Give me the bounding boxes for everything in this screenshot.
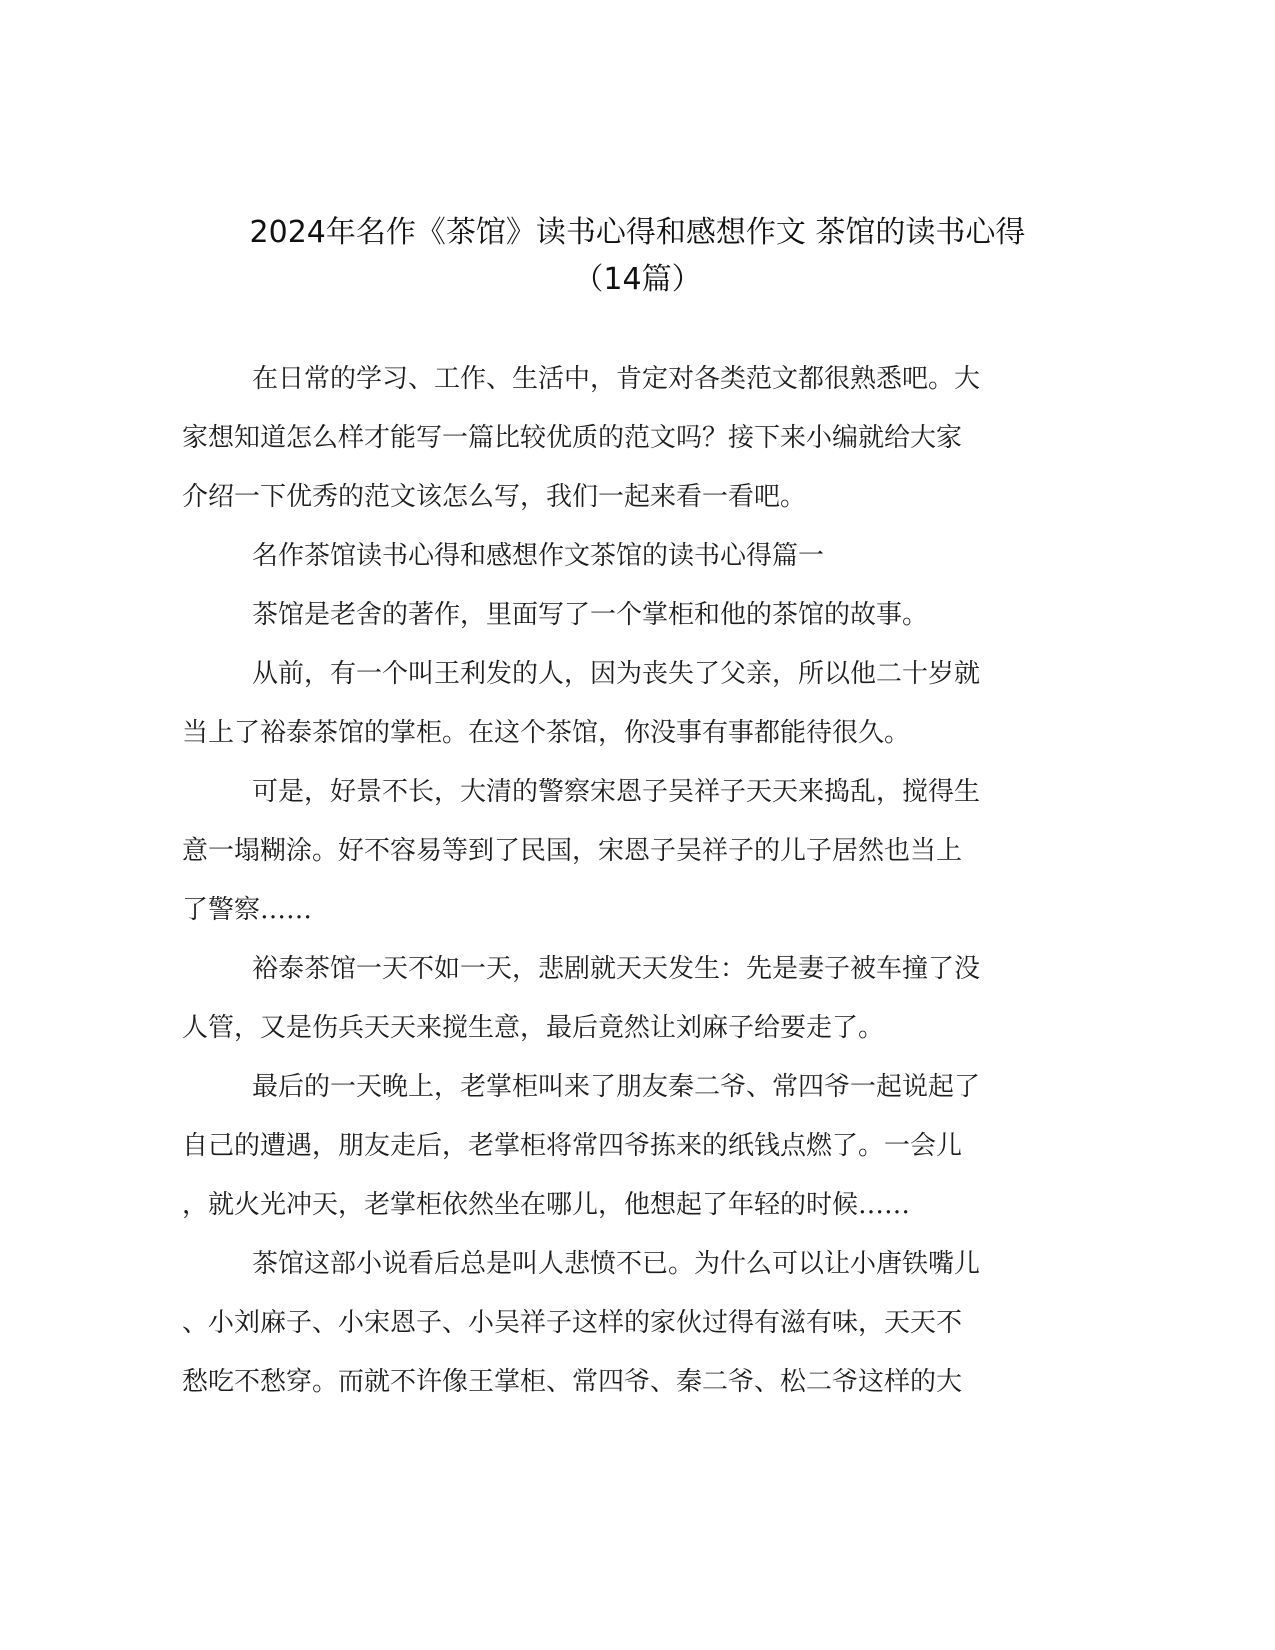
paragraph-5-line-2: 人管，又是伤兵天天来搅生意，最后竟然让刘麻子给要走了。 bbox=[182, 1013, 885, 1043]
section-heading: 名作茶馆读书心得和感想作文茶馆的读书心得篇一 bbox=[252, 541, 825, 571]
paragraph-1-line-1: 在日常的学习、工作、生活中，肯定对各类范文都很熟悉吧。大 bbox=[252, 364, 981, 394]
paragraph-7-line-1: 茶馆这部小说看后总是叫人悲愤不已。为什么可以让小唐铁嘴儿 bbox=[252, 1249, 981, 1279]
paragraph-6-line-2: 自己的遭遇，朋友走后，老掌柜将常四爷拣来的纸钱点燃了。一会儿 bbox=[182, 1131, 963, 1161]
paragraph-4-line-2: 意一塌糊涂。好不容易等到了民国，宋恩子吴祥子的儿子居然也当上 bbox=[182, 836, 963, 866]
paragraph-1-line-2: 家想知道怎么样才能写一篇比较优质的范文吗？接下来小编就给大家 bbox=[182, 423, 963, 453]
paragraph-2-line-1: 茶馆是老舍的著作，里面写了一个掌柜和他的茶馆的故事。 bbox=[252, 600, 929, 630]
paragraph-5-line-1: 裕泰茶馆一天不如一天，悲剧就天天发生：先是妻子被车撞了没 bbox=[252, 954, 981, 984]
paragraph-3-line-2: 当上了裕泰茶馆的掌柜。在这个茶馆，你没事有事都能待很久。 bbox=[182, 718, 911, 748]
paragraph-4-line-3: 了警察…… bbox=[182, 895, 313, 925]
paragraph-6-line-3: ，就火光冲天，老掌柜依然坐在哪儿，他想起了年轻的时候…… bbox=[182, 1190, 911, 1220]
paragraph-7-line-3: 愁吃不愁穿。而就不许像王掌柜、常四爷、秦二爷、松二爷这样的大 bbox=[182, 1367, 963, 1397]
document-title-line-2: （14篇） bbox=[573, 262, 702, 297]
paragraph-1-line-3: 介绍一下优秀的范文该怎么写，我们一起来看一看吧。 bbox=[182, 482, 807, 512]
paragraph-7-line-2: 、小刘麻子、小宋恩子、小吴祥子这样的家伙过得有滋有味，天天不 bbox=[182, 1308, 963, 1338]
paragraph-4-line-1: 可是，好景不长，大清的警察宋恩子吴祥子天天来捣乱，搅得生 bbox=[252, 777, 981, 807]
paragraph-6-line-1: 最后的一天晚上，老掌柜叫来了朋友秦二爷、常四爷一起说起了 bbox=[252, 1072, 981, 1102]
document-title-line-1: 2024年名作《茶馆》读书心得和感想作文 茶馆的读书心得 bbox=[249, 215, 1026, 250]
paragraph-3-line-1: 从前，有一个叫王利发的人，因为丧失了父亲，所以他二十岁就 bbox=[252, 659, 981, 689]
